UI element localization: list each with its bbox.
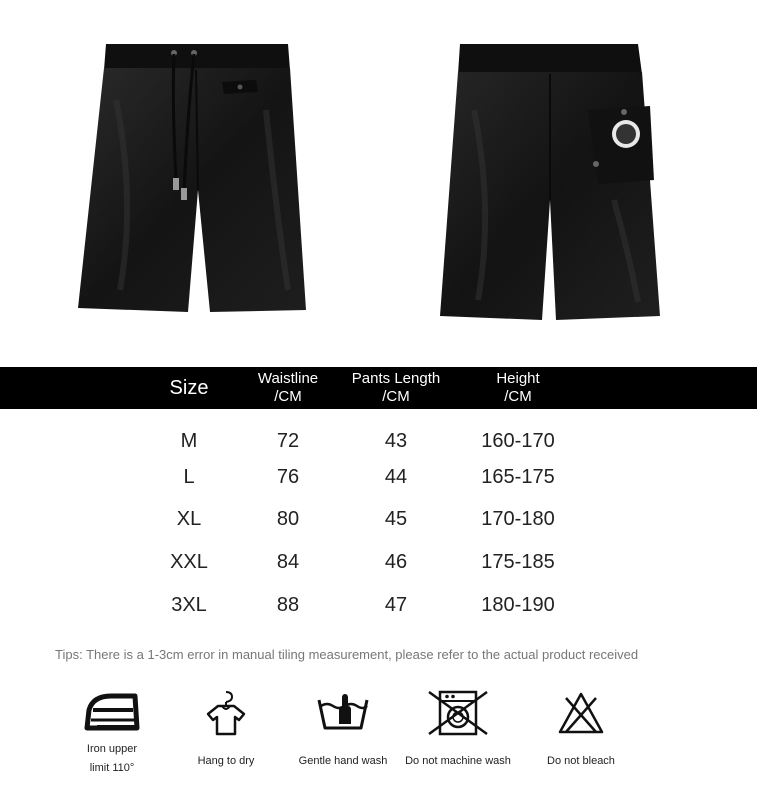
care-hand-wash: [292, 688, 394, 771]
measurement-tips: Tips: There is a 1-3cm error in manual tiling measurement, please refer to the actual product received: [55, 647, 639, 662]
height-cell: 170-180: [481, 508, 555, 530]
pants-length-cell: 45: [384, 508, 408, 530]
height-cell: 160-170: [481, 430, 555, 452]
care-hang-dry-label: Hang to dry: [197, 755, 255, 767]
table-row: [0, 426, 757, 456]
header-waistline-text: Waistline: [257, 370, 319, 387]
header-waistline: [238, 367, 338, 409]
care-iron: [78, 688, 146, 778]
pants-length-cell: 43: [384, 430, 408, 452]
table-row: [0, 547, 757, 577]
hand-wash-icon: [315, 688, 371, 734]
waistline-cell: 72: [276, 430, 300, 452]
header-height: [462, 367, 574, 409]
table-row: [0, 462, 757, 492]
header-size: [150, 367, 228, 409]
care-no-bleach: [536, 688, 626, 771]
pants-length-cell: 46: [384, 551, 408, 573]
pants-length-cell: 44: [384, 466, 408, 488]
header-size-text: Size: [169, 377, 209, 399]
no-bleach-icon: [556, 688, 606, 736]
size-cell: XL: [176, 508, 202, 530]
care-no-machine-wash-label: Do not machine wash: [405, 755, 511, 767]
waistline-cell: 80: [276, 508, 300, 530]
height-cell: 180-190: [481, 594, 555, 616]
header-pants-length-text: Pants Length: [351, 370, 441, 387]
waistline-cell: 88: [276, 594, 300, 616]
hanger-shirt-icon: [204, 688, 248, 738]
size-cell: L: [183, 466, 195, 488]
no-machine-wash-icon: [425, 688, 491, 738]
shorts-back-image: [438, 40, 664, 322]
size-cell: XXL: [170, 551, 208, 573]
height-cell: 175-185: [481, 551, 555, 573]
care-iron-label-line2: limit 110°: [89, 762, 135, 774]
height-cell: 165-175: [481, 466, 555, 488]
header-height-unit: /CM: [504, 388, 532, 405]
header-waistline-unit: /CM: [274, 388, 302, 405]
care-iron-label-line1: Iron upper: [86, 743, 138, 755]
care-no-machine-wash: [398, 688, 518, 771]
care-hang-dry: [186, 688, 266, 771]
header-height-text: Height: [496, 370, 540, 387]
pants-length-cell: 47: [384, 594, 408, 616]
header-pants-length: [336, 367, 456, 409]
table-row: [0, 504, 757, 534]
care-no-bleach-label: Do not bleach: [547, 755, 615, 767]
size-cell: M: [180, 430, 198, 452]
header-pants-length-unit: /CM: [382, 388, 410, 405]
product-photos: [0, 0, 757, 360]
waistline-cell: 84: [276, 551, 300, 573]
size-chart-header: [0, 367, 757, 409]
table-row: [0, 590, 757, 620]
size-cell: 3XL: [171, 594, 207, 616]
care-hand-wash-label: Gentle hand wash: [298, 755, 388, 767]
waistline-cell: 76: [276, 466, 300, 488]
shorts-front-image: [76, 40, 316, 320]
iron-icon: [83, 688, 141, 732]
